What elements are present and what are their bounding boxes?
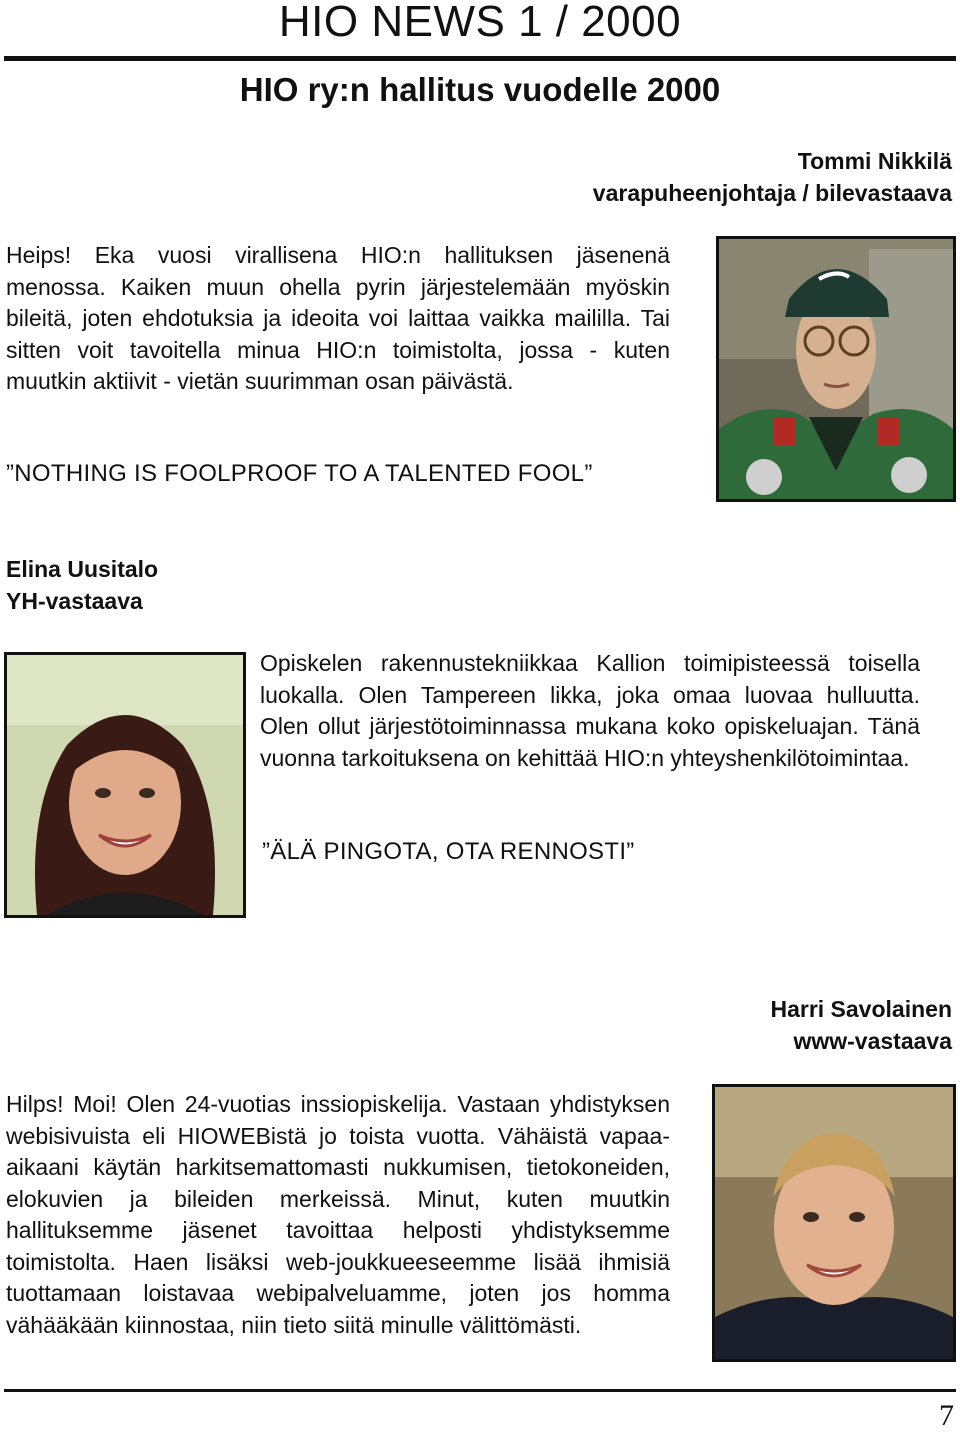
member-3-header xyxy=(552,993,952,1057)
member-2-header xyxy=(6,553,406,617)
member-1-header xyxy=(352,145,952,209)
page-headline: HIO ry:n hallitus vuodelle 2000 xyxy=(239,71,721,108)
member-1-motto: ”NOTHING IS FOOLPROOF TO A TALENTED FOOL” xyxy=(6,460,593,487)
member-3-role: www-vastaava xyxy=(793,1028,952,1054)
member-2-photo xyxy=(4,652,246,918)
member-3-bio: Hilps! Moi! Olen 24-vuotias inssiopiskelija. Vastaan yhdistyksen webisivuista eli HIOWEBistä jo toista vuotta. Vähäistä vapaa-aikaani käytän harkitsemattomasti nukkumisen, tietokoneiden, elokuvien ja bileiden merkeissä. Minut, kuten muutkin hallituksemme jäsenet tavoittaa helposti yhdistyksemme toimistolta. Haen lisäksi web-joukkueeseemme lisää ihmisiä tuottamaan loistavaa webipalveluamme, joten jos homma vähääkään kiinnostaa, niin tieto siitä minulle välittömästi. xyxy=(6,1091,670,1338)
member-2-bio: Opiskelen rakennustekniikkaa Kallion toimipisteessä toisella luokalla. Olen Tampereen likka, joka omaa luovaa hulluutta. Olen ollut järjestötoiminnassa mukana koko opiskeluajan. Tänä vuonna tarkoituksena on kehittää HIO:n yhteyshenkilötoimintaa. xyxy=(260,650,920,771)
member-1-bio: Heips! Eka vuosi virallisena HIO:n hallituksen jäsenenä menossa. Kaiken muun ohella pyrin järjestelemään myöskin bileitä, joten ehdotuksia ja ideoita voi laittaa vaikka maililla. Tai sitten voit tavoitella minua HIO:n toimistolta, jossa - kuten muutkin aktiivit - vietän suurimman osan päivästä. xyxy=(6,242,670,394)
member-1-photo xyxy=(716,236,956,502)
member-2-role: YH-vastaava xyxy=(6,588,143,614)
page-number: 7 xyxy=(939,1399,954,1432)
member-2-motto: ”ÄLÄ PINGOTA, OTA RENNOSTI” xyxy=(262,838,635,865)
masthead-rule xyxy=(4,56,956,61)
footer-rule xyxy=(4,1389,956,1392)
member-1-role: varapuheenjohtaja / bilevastaava xyxy=(592,180,952,206)
member-3-photo xyxy=(712,1084,956,1362)
masthead: HIO NEWS 1 / 2000 xyxy=(278,0,682,46)
member-2-name: Elina Uusitalo xyxy=(6,556,159,582)
member-3-name: Harri Savolainen xyxy=(770,996,952,1022)
member-1-name: Tommi Nikkilä xyxy=(797,148,952,174)
